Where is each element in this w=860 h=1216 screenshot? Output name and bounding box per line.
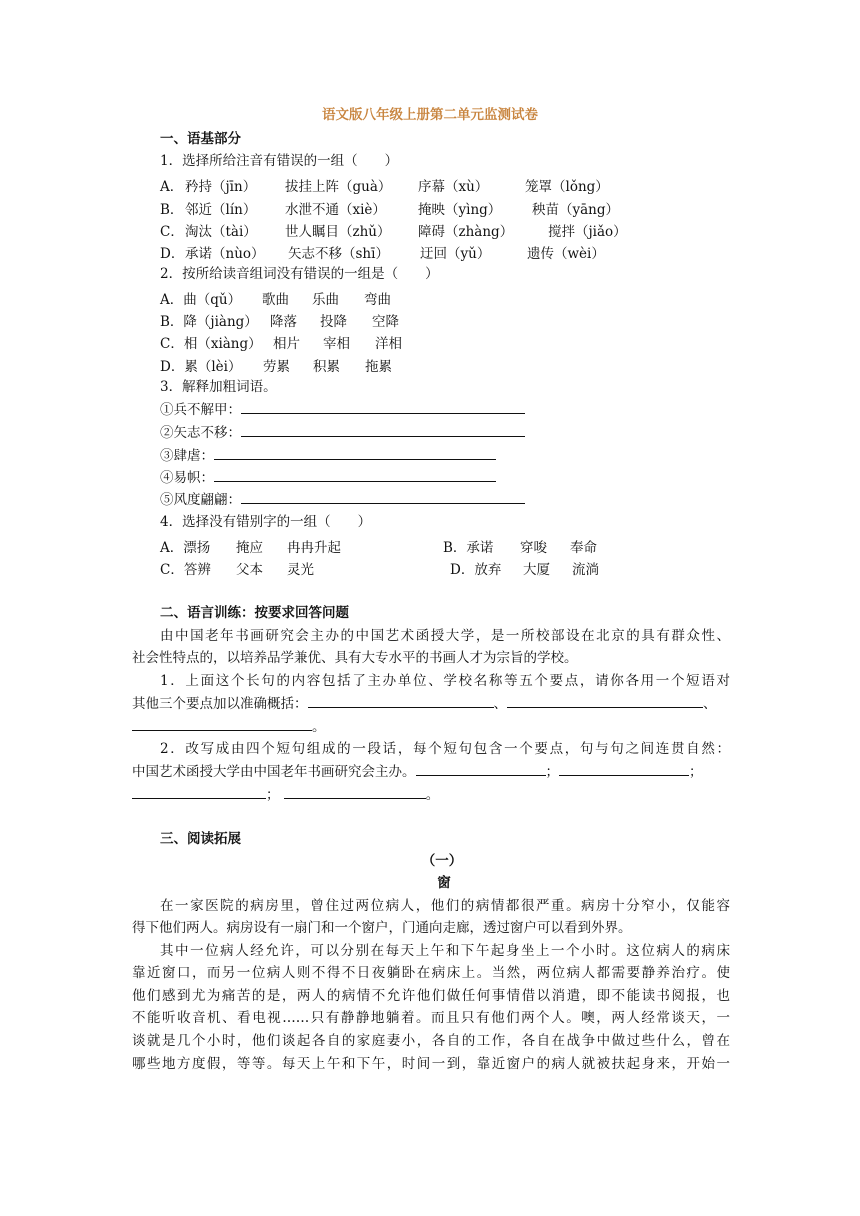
answer-blank[interactable] (132, 717, 312, 731)
q3-item-3: ③肆虐： (160, 446, 496, 465)
exam-page: 语文版八年级上册第二单元监测试卷 一、语基部分 1．选择所给注音有错误的一组（ ） A． 矜持（jīn） 拔挂上阵（guà） 序幕（xù） 笼罩（lǒng） B． 邻近（lín） 水泄不通（xiè） 掩映（yìng） 秧苗（yāng） C． 淘汰（tài） 世人瞩目（zhǔ） 障碍（zhàng） 搅拌（jiǎo） D． 承诺（nùo） 矢志不移（shī） 迂回（yǔ） 遗传（wèi） 2．按所给读音组词没有错误的一组是（ ） A．曲（qǔ） 歌曲 乐曲 弯曲 B．降（jiàng） 降落 投降 空降 C．相（xiàng） 相片 宰相 洋相 D．累（lèi） 劳累 积累 拖累 3．解释加粗词语。 ①兵不解甲： ②矢志不移： ③肆虐： ④易帜： ⑤风度翩翩： 4．选择没有错别字的一组（ ） A．漂扬 掩应 冉冉升起 B．承诺 穿唆 奉命 C．答辨 父本 灵光 D．放弃 大厦 流淌 二、语言训练：按要求回答问题 由中国老年书画研究会主办的中国艺术函授大学，是一所校部设在北京的具有群众性、 社会性特点的，以培养品学兼优、具有大专水平的书画人才为宗旨的学校。 1．上面这个长句的内容包括了主办单位、学校名称等五个要点，请你各用一个短语对 其他三个要点加以准确概括： 、 、 。 2．改写成由四个短句组成的一段话，每个短句包含一个要点，句与句之间连贯自然： 中国艺术函授大学由中国老年书画研究会主办。 ； ； ； 。 三、阅读拓展 （一） 窗 在一家医院的病房里，曾住过两位病人，他们的病情都很严重。病房十分窄小，仅能容 得下他们两人。病房设有一扇门和一个窗户，门通向走廊，透过窗户可以看到外界。 其中一位病人经允许，可以分别在每天上午和下午起身坐上一个小时。这位病人的病床 靠近窗口，而另一位病人则不得不日夜躺卧在病床上。当然，两位病人都需要静养治疗。使 他们感到尤为痛苦的是，两人的病情不允许他们做任何事情借以消遣，即不能读书阅报，也 不能听收音机、看电视……只有静静地躺着。而且只有他们两个人。噢，两人经常谈天，一 谈就是几个小时，他们谈起各自的家庭妻小，各自的工作，各自在战争中做过些什么，曾在 哪些地方度假，等等。每天上午和下午，时间一到，靠近窗户的病人就被扶起身来，开始一 (0, 0, 860, 1216)
s2-q1-answer-line-2: 。 (132, 717, 326, 736)
essay-paragraph-line: 靠近窗口，而另一位病人则不得不日夜躺卧在病床上。当然，两位病人都需要静养治疗。使 (132, 965, 730, 981)
essay-paragraph-line: 哪些地方度假，等等。每天上午和下午，时间一到，靠近窗户的病人就被扶起身来，开始一 (132, 1056, 730, 1072)
s2-q1-stem: 1．上面这个长句的内容包括了主办单位、学校名称等五个要点，请你各用一个短语对 (160, 673, 730, 689)
essay-paragraph-line: 不能听收音机、看电视……只有静静地躺着。而且只有他们两个人。噢，两人经常谈天，一 (132, 1010, 730, 1026)
q2-stem: 2．按所给读音组词没有错误的一组是（ ） (160, 266, 439, 282)
section2-heading: 二、语言训练：按要求回答问题 (160, 605, 349, 621)
answer-blank[interactable] (132, 785, 266, 799)
essay-paragraph-line: 其中一位病人经允许，可以分别在每天上午和下午起身坐上一个小时。这位病人的病床 (160, 943, 730, 959)
section3-heading: 三、阅读拓展 (160, 831, 241, 847)
essay-paragraph-line: 谈就是几个小时，他们谈起各自的家庭妻小，各自的工作，各自在战争中做过些什么，曾在 (132, 1033, 730, 1049)
s2-q2-stem: 2．改写成由四个短句组成的一段话，每个短句包含一个要点，句与句之间连贯自然： (160, 741, 730, 757)
document-title: 语文版八年级上册第二单元监测试卷 (322, 107, 538, 123)
answer-blank[interactable] (507, 694, 703, 708)
essay-paragraph-line: 得下他们两人。病房设有一扇门和一个窗户，门通向走廊，透过窗户可以看到外界。 (132, 920, 632, 936)
answer-blank[interactable] (416, 762, 546, 776)
q4-stem: 4．选择没有错别字的一组（ ） (160, 514, 372, 530)
q3-item-2: ②矢志不移： (160, 423, 525, 442)
reading-part-label: （一） (421, 853, 463, 869)
answer-blank[interactable] (241, 490, 525, 504)
answer-blank[interactable] (214, 446, 496, 460)
answer-blank[interactable] (241, 423, 525, 437)
s2-q2-answer-line-2: ； 。 (132, 785, 439, 804)
s2-q2-answer-line: 中国艺术函授大学由中国老年书画研究会主办。 ； ； (132, 764, 703, 780)
essay-title: 窗 (437, 875, 451, 891)
passage-line: 社会性特点的，以培养品学兼优、具有大专水平的书画人才为宗旨的学校。 (132, 650, 578, 666)
answer-blank[interactable] (284, 785, 426, 799)
q1-stem: 1．选择所给注音有错误的一组（ ） (160, 153, 399, 169)
essay-paragraph-line: 在一家医院的病房里，曾住过两位病人，他们的病情都很严重。病房十分窄小，仅能容 (160, 898, 730, 914)
answer-blank[interactable] (308, 694, 494, 708)
q3-item-4: ④易帜： (160, 468, 496, 487)
s2-q1-answer-line: 其他三个要点加以准确概括： 、 、 (132, 696, 717, 712)
q3-stem: 3．解释加粗词语。 (160, 379, 277, 395)
answer-blank[interactable] (214, 468, 496, 482)
essay-paragraph-line: 他们感到尤为痛苦的是，两人的病情不允许他们做任何事情借以消遣，即不能读书阅报，也 (132, 988, 730, 1004)
answer-blank[interactable] (559, 762, 689, 776)
q3-item-1: ①兵不解甲： (160, 400, 525, 419)
passage-line: 由中国老年书画研究会主办的中国艺术函授大学，是一所校部设在北京的具有群众性、 (160, 628, 730, 644)
answer-blank[interactable] (241, 400, 525, 414)
q3-item-5: ⑤风度翩翩： (160, 490, 525, 509)
section1-heading: 一、语基部分 (160, 131, 241, 147)
